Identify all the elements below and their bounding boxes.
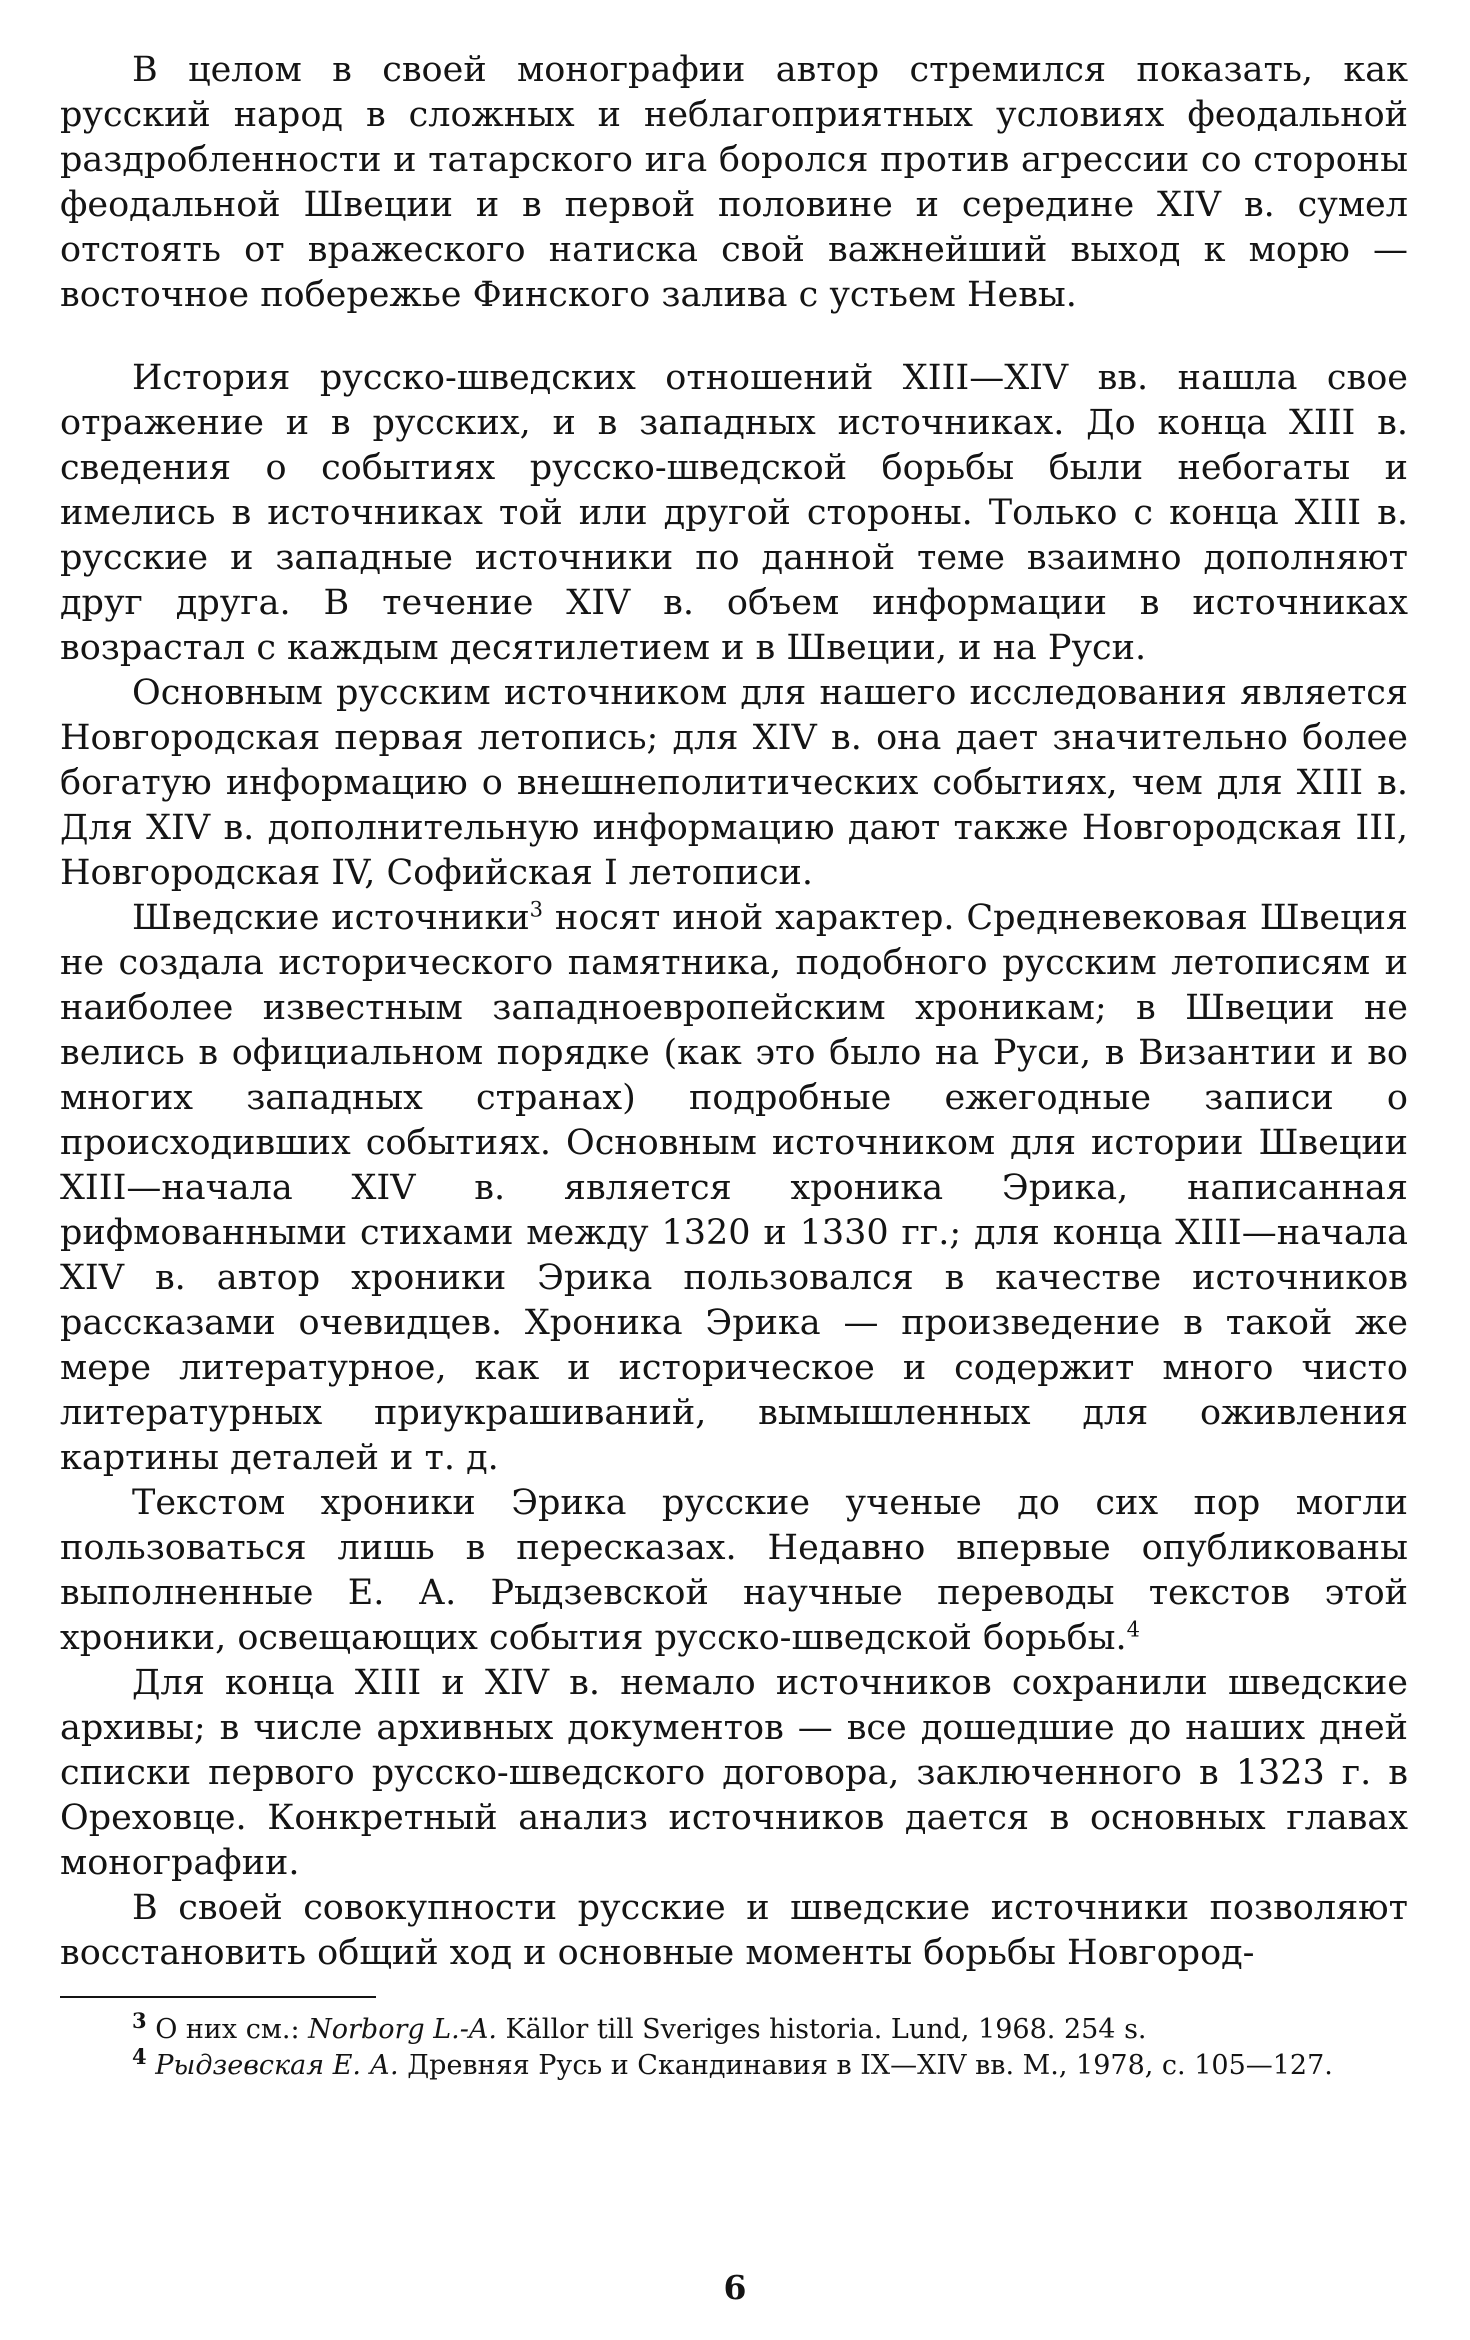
footnote-4-text: Древняя Русь и Скандинавия в IX—XIV вв. М., 1978, с. 105—127.: [398, 2050, 1333, 2081]
footnote-4-author: Рыдзевская Е. А.: [155, 2050, 399, 2081]
paragraph-conclusion: В целом в своей монографии автор стремился показать, как русский народ в сложных и неблагоприятных условиях феодальной раздробленности и татарского ига боролся против агрессии со стороны феодальной Швеции и в первой половине и середине XIV в. сумел отстоять от вражеского натиска свой важнейший выход к морю — восточное побережье Финского залива с устьем Невы.: [60, 50, 1408, 315]
paragraph-combined-sources: В своей совокупности русские и шведские источники позволяют восстановить общий ход и основные моменты борьбы Новгород-: [60, 1888, 1408, 1973]
paragraph-swedish-sources: [60, 896, 1408, 1481]
paragraph-archives: Для конца XIII и XIV в. немало источников сохранили шведские архивы; в числе архивных документов — все дошедшие до наших дней списки первого русско-шведского договора, заключенного в 1323 г. в Ореховце. Конкретный анализ источников дается в основных главах монографии.: [60, 1663, 1408, 1883]
swedish-sources-lead: Шведские источники: [132, 898, 530, 938]
footnote-ref-4[interactable]: 4: [1126, 1617, 1141, 1642]
paragraph-erik-chronicle: [60, 1481, 1408, 1661]
footnote-divider: [60, 1996, 376, 1998]
footnote-3-lead: О них см.:: [155, 2014, 309, 2045]
footnote-4-number: 4: [132, 2044, 147, 2069]
page-number: 6: [723, 2268, 747, 2307]
footnote-ref-3[interactable]: 3: [529, 897, 544, 922]
footnote-4: [60, 2044, 1408, 2084]
paragraph-historiography: История русско-шведских отношений XIII—XIV вв. нашла свое отражение и в русских, и в западных источниках. До конца XIII в. сведения о событиях русско-шведской борьбы были небогаты и имелись в источниках той или другой стороны. Только с конца XIII в. русские и западные источники по данной теме взаимно дополняют друг друга. В течение XIV в. объем информации в источниках возрастал с каждым десятилетием и в Швеции, и на Руси.: [60, 358, 1408, 668]
page-body: [60, 48, 1408, 2084]
footnote-3-number: 3: [132, 2008, 147, 2033]
footnote-3-text: Källor till Sveriges historia. Lund, 1968. 254 s.: [496, 2014, 1147, 2045]
swedish-sources-text: носят иной характер. Средневековая Швеция не создала исторического памятника, подобного русским летописям и наиболее известным западноевропейским хроникам; в Швеции не велись в официальном порядке (как это было на Руси, в Византии и во многих западных странах) подробные ежегодные записи о происходивших событиях. Основным источником для истории Швеции XIII—начала XIV в. является хроника Эрика, написанная рифмованными стихами между 1320 и 1330 гг.; для конца XIII—начала XIV в. автор хроники Эрика пользовался в качестве источников рассказами очевидцев. Хроника Эрика — произведение в такой же мере литературное, как и историческое и содержит много чисто литературных приукрашиваний, вымышленных для оживления картины деталей и т. д.: [60, 898, 1408, 1478]
paragraph-russian-sources: Основным русским источником для нашего исследования является Новгородская первая летопись; для XIV в. она дает значительно более богатую информацию о внешнеполитических событиях, чем для XIII в. Для XIV в. дополнительную информацию дают также Новгородская III, Новгородская IV, Софийская I летописи.: [60, 673, 1408, 893]
section-gap: [60, 318, 1408, 356]
erik-chronicle-text: Текстом хроники Эрика русские ученые до сих пор могли пользоваться лишь в пересказах. Недавно впервые опубликованы выполненные Е. А. Рыдзевской научные переводы текстов этой хроники, освещающих события русско-шведской борьбы.: [60, 1483, 1408, 1658]
footnote-3-author: Norborg L.-A.: [308, 2014, 497, 2045]
footnote-3: [60, 2008, 1408, 2048]
